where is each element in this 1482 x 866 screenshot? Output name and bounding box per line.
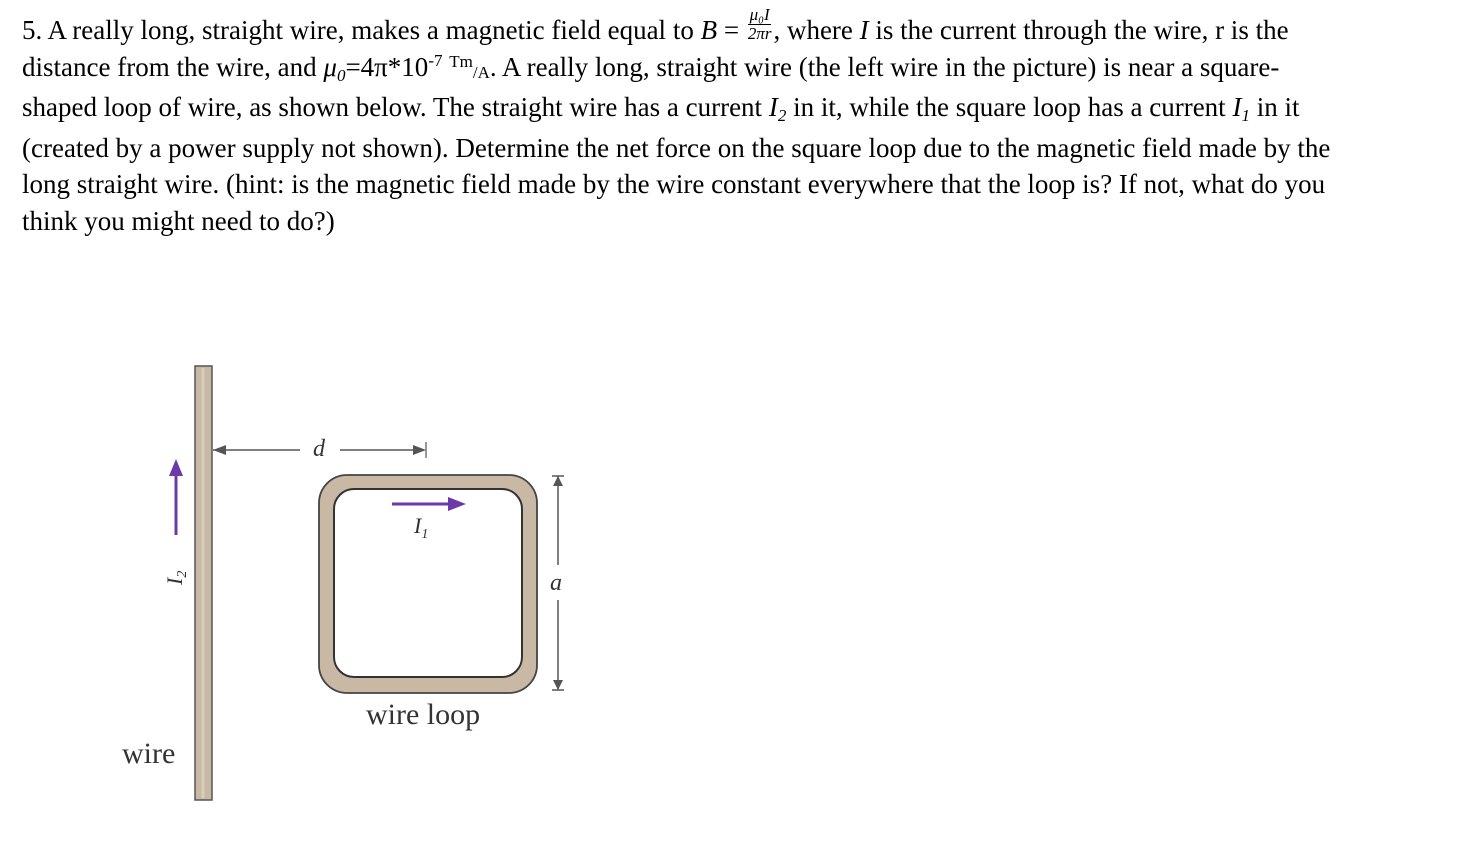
problem-line-2: distance from the wire, and $\mu 0=4\pi*10^{-7}$ Tm/A. A really long, straight wire (the left wire in the picture) is near a square- (22, 50, 1280, 85)
problem-line-6: think you might need to do?) (22, 205, 335, 236)
problem-line-3: shaped loop of wire, as shown below. The straight wire has a current I2 in it, while the square loop has a current I1 in it (22, 92, 1300, 125)
label-wire: wire (122, 737, 176, 770)
label-d: d (313, 436, 325, 462)
square-loop-inner (334, 489, 522, 677)
label-a: a (550, 570, 562, 596)
current-i2-arrow (169, 459, 183, 535)
field-formula: $\frac{\text{μ₀I}}{2\pi r}$ (747, 5, 772, 44)
problem-line-4: (created by a power supply not shown). Determine the net force on the square loop due to the magnetic field made by the (22, 132, 1331, 163)
label-i1: $I_1$ (414, 513, 429, 542)
problem-number: 5. (22, 15, 43, 45)
problem-line-1: 5. A really long, straight wire, makes a magnetic field equal to B = $\frac{\text{μ₀I}}{2\pi r}$ , where I is the current through the wire, r is the (22, 5, 1289, 45)
label-wire-loop: wire loop (366, 698, 481, 731)
unit-tm-per-a: Tm/A (449, 51, 490, 82)
problem-line-5: long straight wire. (hint: is the magnetic field made by the wire constant everywhere that the loop is? If not, what do you (22, 169, 1326, 199)
label-i2: I2 (162, 570, 190, 585)
